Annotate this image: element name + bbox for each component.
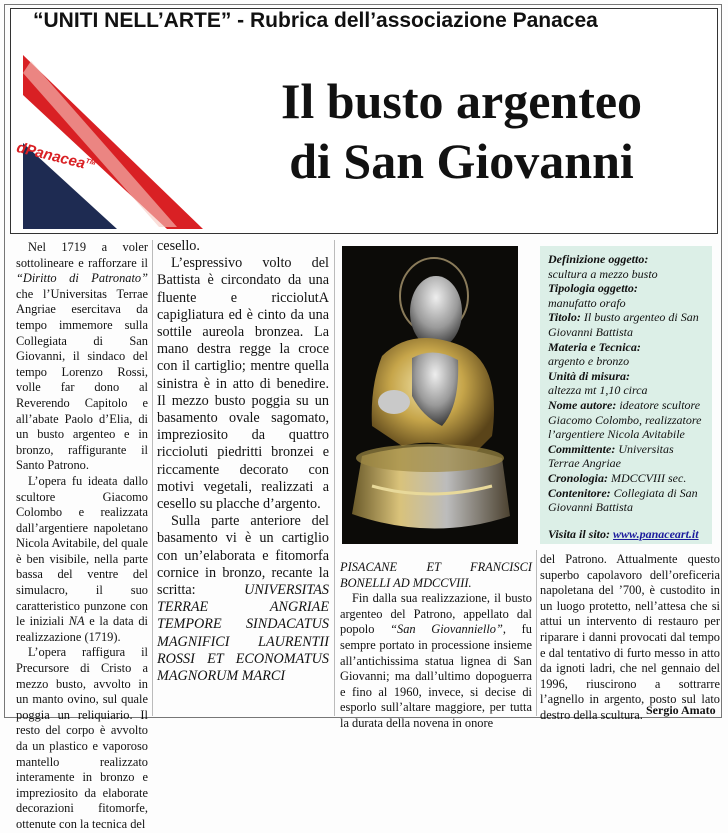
paragraph: PISACANE ET FRANCISCI BONELLI AD MDCCVIII.: [340, 560, 532, 590]
paragraph: Nel 1719 a voler sottolineare e rafforzare il “Diritto di Patronato” che l’Universitas Terrae Angriae esercitava da tempo immemore sulla Collegiata di San Giovanni, il sindaco del tempo Lorenzo Rossi, volle far dono al Reverendo Capitolo e all’abate Paolo d’Elia, di un busto argenteo e in bronzo, raffigurante il Santo Patrono.: [16, 240, 148, 473]
info-box: [540, 246, 712, 544]
text-column-1: [16, 240, 148, 833]
text-column-2: [157, 238, 329, 685]
article-header: [10, 8, 718, 234]
info-item: Materia e Tecnica: argento e bronzo: [548, 339, 641, 369]
info-item: Titolo: Il busto argenteo di San Giovanni Battista: [548, 310, 699, 339]
text-column-4: [540, 552, 720, 724]
paragraph: Fin dalla sua realizzazione, il busto argenteo del Patrono, appellato dal popolo “San Giovanniello”, fu sempre portato in processione insieme all’antichissima statua lignea di San Giovanni; ma dall’ultimo dopoguerra e fino al 1960, invece, si decise di esporlo sull’altare maggiore, per tutta la durata della novena in onore: [340, 591, 532, 730]
info-item: Cronologia: MDCCVIII sec.: [548, 470, 687, 485]
website-link[interactable]: www.panaceart.it: [613, 526, 699, 541]
info-item: Nome autore: ideatore scultore Giacomo Colombo, realizzatore l’argentiere Nicola Avitabile: [548, 397, 702, 442]
paragraph: L’opera fu ideata dallo scultore Giacomo Colombo e realizzata dall’argentiere napoletano Nicola Avitabile, del quale è ben visibile, nella parte bassa del ventre del simulacro, il suo caratteristico punzone con le iniziali NA e la data di realizzazione (1719).: [16, 473, 149, 644]
paragraph: L’opera raffigura il Precursore di Cristo a mezzo busto, avvolto in un manto ovino, sul quale poggia un reliquiario. Il resto del corpo è avvolto da un plastico e vaporoso mantello realizzato interamente in bronzo e impreziosito da elaborate decorazioni fitomorfe, ottenute con la tecnica del: [16, 645, 148, 831]
info-item: Committente: Universitas Terrae Angriae: [548, 441, 674, 471]
column-divider: [334, 240, 335, 716]
paragraph: del Patrono. Attualmente questo superbo capolavoro dell’oreficeria napoletana del ’700, è custodito in un luogo protetto, nell’attesa che si attui un intervento di restauro per riparare i danni provocati dal tempo e dal tentativo di furto messo in atto da ignoti ladri, che nel gennaio del 1996, riuscirono a sottrarre l’agnello in argento, posto sul lato destro della scultura.: [540, 552, 720, 722]
panacea-logo: [14, 51, 205, 231]
visit-site: Visita il sito: www.panaceart.it: [548, 526, 699, 541]
info-item: Tipologia oggetto: manufatto orafo: [548, 281, 638, 310]
info-item: Definizione oggetto: scultura a mezzo busto: [548, 252, 658, 281]
title-line-1: Il busto argenteo: [280, 73, 643, 129]
info-item: Unità di misura: altezza mt 1,10 circa: [548, 368, 648, 398]
text-column-3: [340, 560, 532, 732]
author-signature: Sergio Amato: [646, 703, 716, 717]
paragraph: cesello.: [157, 238, 200, 254]
column-divider: [536, 550, 537, 716]
bust-statue-photo: [342, 246, 518, 544]
paragraph: Sulla parte anteriore del basamento vi è un cartiglio con un’elaborata e fitomorfa cornice in bronzo, recante la scritta: UNIVERSITAS TERRAE ANGRIAE TEMPORE SINDACATUS MAGNIFICI LAURENTII ROSSI ET ECONOMATUS MAGNORUM MARCI: [157, 513, 329, 685]
article-title: [209, 71, 714, 191]
logo-text: dPanacea™: [14, 139, 97, 173]
paragraph: L’espressivo volto del Battista è circondato da una fluente e ricciolutA capigliatura ed è cinto da una sottile aureola bronzea. La mano destra regge la croce con il cartiglio; mentre quella sinistra è in atto di benedire. Il mezzo busto poggia su un basamento ovale sagomato, impreziosito da quattro riccioluti piedritti bronzei e riccamente decorato con motivi vegetali, realizzati a cesello su placche d’argento.: [157, 255, 329, 513]
info-item: Contenitore: Collegiata di San Giovanni Battista: [548, 485, 698, 515]
column-divider: [152, 240, 153, 716]
rubric-title: “UNITI NELL’ARTE” - Rubrica dell’associazione Panacea: [33, 9, 598, 32]
bust-statue-image: [342, 246, 518, 544]
title-line-2: di San Giovanni: [289, 133, 634, 189]
